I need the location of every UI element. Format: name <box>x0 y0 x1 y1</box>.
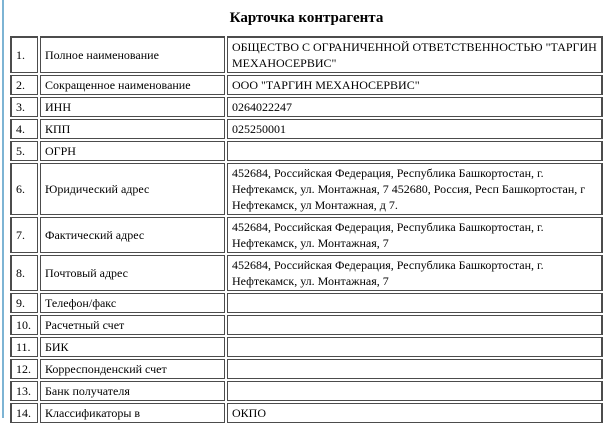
table-row <box>10 75 603 95</box>
counterparty-card-document <box>8 0 605 425</box>
row-label-cell: БИК <box>40 337 225 357</box>
row-number-cell: 6. <box>10 163 38 215</box>
row-label-cell: Почтовый адрес <box>40 255 225 291</box>
row-value-cell: 452684, Российская Федерация, Республика Башкортостан, г. Нефтекамск, ул. Монтажная, 7 <box>227 255 603 291</box>
row-label-cell: Расчетный счет <box>40 315 225 335</box>
row-number-cell: 12. <box>10 359 38 379</box>
row-label-cell: Фактический адрес <box>40 217 225 253</box>
row-number-cell: 5. <box>10 141 38 161</box>
row-label-cell: Корреспонденский счет <box>40 359 225 379</box>
row-label-cell: Полное наименование <box>40 36 225 73</box>
counterparty-card-table <box>8 34 605 425</box>
row-number-cell: 7. <box>10 217 38 253</box>
row-value-cell <box>227 293 603 313</box>
row-number-cell: 4. <box>10 119 38 139</box>
table-row <box>10 381 603 401</box>
row-number-cell: 2. <box>10 75 38 95</box>
row-value-cell: 452684, Российская Федерация, Республика Башкортостан, г. Нефтекамск, ул. Монтажная, 7 452680, Россия, Респ Башкортостан, г Нефтекамск, ул Монтажная, д 7. <box>227 163 603 215</box>
row-number-cell: 13. <box>10 381 38 401</box>
table-row <box>10 255 603 291</box>
table-row <box>10 403 603 423</box>
table-row <box>10 337 603 357</box>
row-value-cell <box>227 337 603 357</box>
row-value-cell: ООО "ТАРГИН МЕХАНОСЕРВИС" <box>227 75 603 95</box>
row-number-cell: 10. <box>10 315 38 335</box>
table-row <box>10 293 603 313</box>
row-value-cell <box>227 359 603 379</box>
row-value-cell: 0264022247 <box>227 97 603 117</box>
row-label-cell: Банк получателя <box>40 381 225 401</box>
table-row <box>10 97 603 117</box>
row-label-cell: Юридический адрес <box>40 163 225 215</box>
row-label-cell: Телефон/факс <box>40 293 225 313</box>
row-number-cell: 9. <box>10 293 38 313</box>
table-row <box>10 141 603 161</box>
page-edge-line <box>2 0 4 418</box>
table-row <box>10 163 603 215</box>
row-value-cell: 025250001 <box>227 119 603 139</box>
row-value-cell: 452684, Российская Федерация, Республика Башкортостан, г. Нефтекамск, ул. Монтажная, 7 <box>227 217 603 253</box>
row-value-cell: ОКПО <box>227 403 603 423</box>
row-number-cell: 11. <box>10 337 38 357</box>
table-row <box>10 36 603 73</box>
table-row <box>10 217 603 253</box>
row-number-cell: 8. <box>10 255 38 291</box>
table-row <box>10 315 603 335</box>
row-label-cell: ОГРН <box>40 141 225 161</box>
table-row <box>10 359 603 379</box>
row-label-cell: Классификаторы в <box>40 403 225 423</box>
row-number-cell: 3. <box>10 97 38 117</box>
card-table-body <box>10 36 603 423</box>
row-label-cell: ИНН <box>40 97 225 117</box>
row-value-cell <box>227 141 603 161</box>
row-label-cell: КПП <box>40 119 225 139</box>
row-value-cell: ОБЩЕСТВО С ОГРАНИЧЕННОЙ ОТВЕТСТВЕННОСТЬЮ "ТАРГИН МЕХАНОСЕРВИС" <box>227 36 603 73</box>
table-row <box>10 119 603 139</box>
row-number-cell: 14. <box>10 403 38 423</box>
row-value-cell <box>227 315 603 335</box>
row-number-cell: 1. <box>10 36 38 73</box>
row-value-cell <box>227 381 603 401</box>
row-label-cell: Сокращенное наименование <box>40 75 225 95</box>
page-title: Карточка контрагента <box>229 10 384 26</box>
